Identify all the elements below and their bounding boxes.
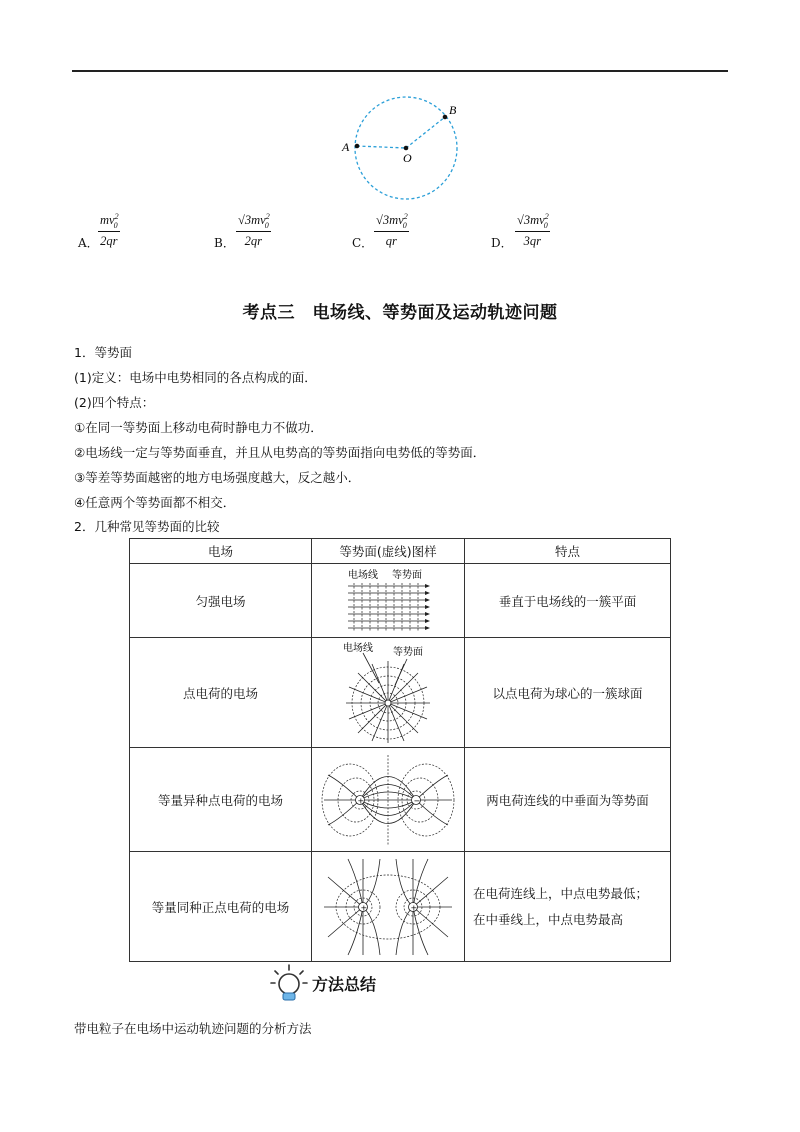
table-row <box>130 748 671 852</box>
label-a: A <box>342 140 350 154</box>
option-d-fraction: $\frac{√3mv^2_0}{3qr}$ <box>517 212 549 248</box>
table-row <box>130 638 671 748</box>
comparison-table <box>129 538 671 962</box>
header-field: 电场 <box>130 539 312 564</box>
svg-text:等势面: 等势面 <box>392 646 423 658</box>
header-diagram: 等势面(虚线)图样 <box>312 539 465 564</box>
paragraph-4: ①在同一等势面上移动电荷时静电力不做功． <box>74 420 323 435</box>
svg-text:电场线: 电场线 <box>347 569 378 581</box>
paragraph-8: 2．几种常见等势面的比较 <box>74 519 220 534</box>
label-b: B <box>449 103 457 117</box>
uniform-field-diagram <box>312 564 465 638</box>
paragraph-2: (1)定义：电场中电势相同的各点构成的面． <box>74 370 317 385</box>
header-feature: 特点 <box>464 539 670 564</box>
paragraph-6: ③等差等势面越密的地方电场强度越大，反之越小． <box>74 470 361 485</box>
paragraph-5: ②电场线一定与等势面垂直，并且从电势高的等势面指向电势低的等势面． <box>74 445 486 460</box>
option-a-fraction: $\frac{mv^2_0}{2qr}$ <box>100 212 119 248</box>
table-header-row <box>130 539 671 564</box>
header-rule <box>72 70 728 72</box>
answer-options: A． $\frac{mv^2_0}{2qr}$ B． $\frac{√3mv^2_0}{2qr}$ C． $\frac{√3mv^2_0}{qr}$ D． $\frac{√3mv^2_0}{3qr}$ <box>78 212 549 250</box>
paragraph-1: 1．等势面 <box>74 345 132 360</box>
svg-text:+: + <box>360 903 368 912</box>
like-charges-diagram <box>312 852 465 962</box>
section-title: 考点三 电场线、等势面及运动轨迹问题 <box>242 303 558 323</box>
svg-text:−: − <box>413 796 421 805</box>
paragraph-3: (2)四个特点： <box>74 395 155 410</box>
label-o: O <box>403 151 412 165</box>
svg-text:+: + <box>410 903 418 912</box>
option-c-fraction: $\frac{√3mv^2_0}{qr}$ <box>376 212 408 248</box>
feature-text: 垂直于电场线的一簇平面 <box>464 564 670 638</box>
option-b-fraction: $\frac{√3mv^2_0}{2qr}$ <box>238 212 270 248</box>
paragraph-7: ④任意两个等势面都不相交． <box>74 495 236 510</box>
feature-text: 以点电荷为球心的一簇球面 <box>464 638 670 748</box>
svg-text:等势面: 等势面 <box>391 569 422 581</box>
table-row <box>130 564 671 638</box>
point-charge-diagram <box>312 638 465 748</box>
field-name: 等量异种点电荷的电场 <box>130 748 312 852</box>
svg-text:+: + <box>357 796 365 805</box>
field-name: 等量同种正点电荷的电场 <box>130 852 312 962</box>
lightbulb-icon <box>268 963 310 1003</box>
feature-text: 在电荷连线上，中点电势最低；在中垂线上，中点电势最高 <box>464 852 670 962</box>
final-paragraph: 带电粒子在电场中运动轨迹问题的分析方法 <box>74 1021 312 1036</box>
field-name: 匀强电场 <box>130 564 312 638</box>
table-row <box>130 852 671 962</box>
circle-figure <box>330 90 480 205</box>
svg-text:电场线: 电场线 <box>342 642 373 654</box>
method-summary-heading: 方法总结 <box>268 963 398 1003</box>
feature-text: 两电荷连线的中垂面为等势面 <box>464 748 670 852</box>
field-name: 点电荷的电场 <box>130 638 312 748</box>
dipole-diagram <box>312 748 465 852</box>
